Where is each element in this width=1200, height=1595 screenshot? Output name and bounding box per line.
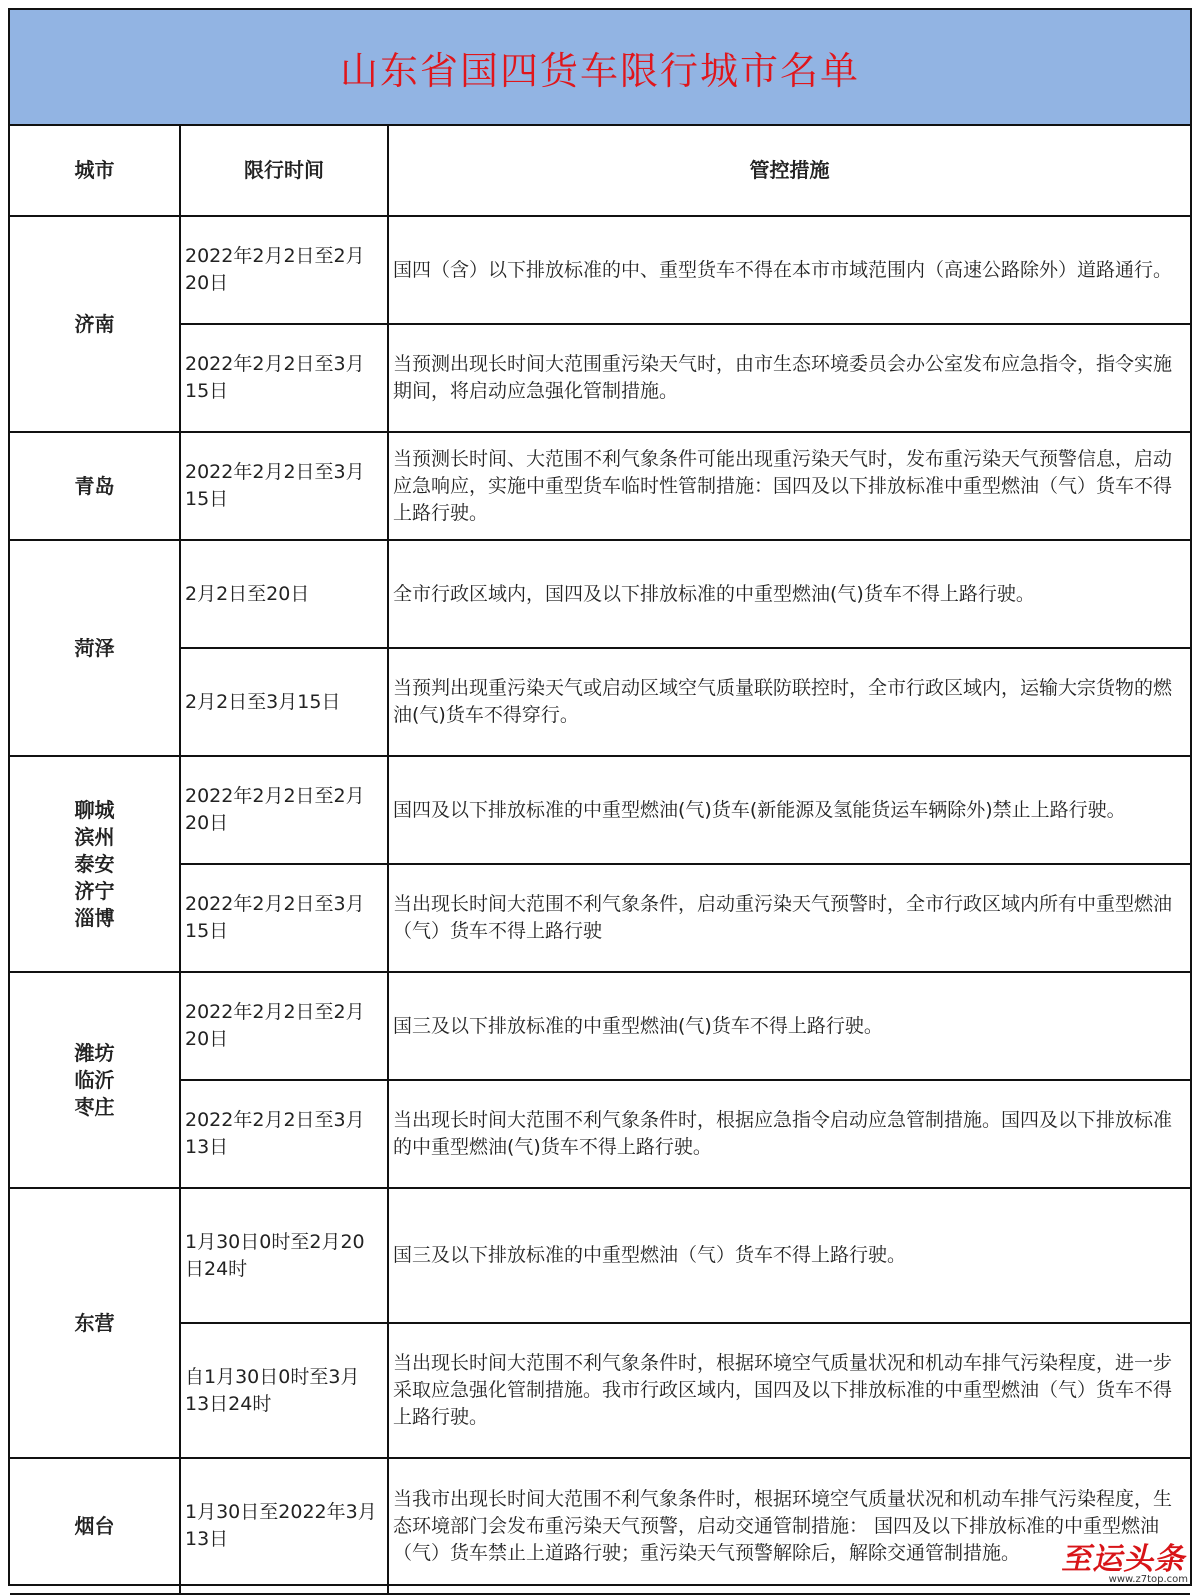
city-name: 菏泽 (74, 635, 115, 660)
page-title: 山东省国四货车限行城市名单 (339, 48, 860, 93)
measure-cell: 当出现长时间大范围不利气象条件时，根据应急指令启动应急管制措施。国四及以下排放标准的中重型燃油(气)货车不得上路行驶。 (388, 1080, 1190, 1188)
table-row (10, 864, 1190, 972)
time-cell: 2月2日至20日 (180, 540, 388, 648)
watermark-logo: 至运头条 (1059, 1542, 1191, 1577)
city-name: 济宁 (74, 878, 115, 903)
city-name: 潍坊 (74, 1040, 115, 1065)
measure-cell: 国四（含）以下排放标准的中、重型货车不得在本市市域范围内（高速公路除外）道路通行。 (388, 216, 1190, 324)
city-name: 滨州 (74, 824, 115, 849)
measure-cell: 当预测长时间、大范围不利气象条件可能出现重污染天气时，发布重污染天气预警信息，启动应急响应，实施中重型货车临时性管制措施：国四及以下排放标准中重型燃油（气）货车不得上路行驶。 (388, 432, 1190, 540)
measure-cell: 国三及以下排放标准的中重型燃油(气)货车不得上路行驶。 (388, 972, 1190, 1080)
measure-cell: 当预测出现长时间大范围重污染天气时，由市生态环境委员会办公室发布应急指令，指令实施期间，将启动应急强化管制措施。 (388, 324, 1190, 432)
time-cell: 2022年2月2日至2月20日 (180, 756, 388, 864)
table-row (10, 1323, 1190, 1458)
measure-cell: 当预判出现重污染天气或启动区域空气质量联防联控时，全市行政区域内，运输大宗货物的燃油(气)货车不得穿行。 (388, 648, 1190, 756)
time-cell: 2022年2月2日至3月15日 (180, 864, 388, 972)
header-city: 城市 (10, 126, 180, 216)
header-measure: 管控措施 (388, 126, 1190, 216)
city-cell (10, 540, 180, 756)
city-cell (10, 1458, 180, 1594)
city-name: 泰安 (74, 851, 115, 876)
table-row (10, 1458, 1190, 1594)
measure-cell: 全市行政区域内，国四及以下排放标准的中重型燃油(气)货车不得上路行驶。 (388, 540, 1190, 648)
restriction-table (10, 126, 1190, 1595)
watermark-url: www.z7top.com (1108, 1574, 1188, 1585)
city-name: 临沂 (74, 1067, 115, 1092)
time-cell: 2022年2月2日至3月15日 (180, 432, 388, 540)
table-row (10, 324, 1190, 432)
measure-cell: 当我市出现长时间大范围不利气象条件时，根据环境空气质量状况和机动车排气污染程度，生态环境部门会发布重污染天气预警，启动交通管制措施： 国四及以下排放标准的中重型燃油（气）货车禁止上道路行驶；重污染天气预警解除后，解除交通管制措施。 (388, 1458, 1190, 1594)
time-cell: 2022年2月2日至3月13日 (180, 1080, 388, 1188)
measure-cell: 国四及以下排放标准的中重型燃油(气)货车(新能源及氢能货运车辆除外)禁止上路行驶。 (388, 756, 1190, 864)
city-cell (10, 756, 180, 972)
city-name: 枣庄 (74, 1094, 115, 1119)
table-row (10, 648, 1190, 756)
header-row (10, 126, 1190, 216)
city-cell (10, 1188, 180, 1458)
city-cell (10, 432, 180, 540)
time-cell: 2022年2月2日至2月20日 (180, 216, 388, 324)
time-cell: 2022年2月2日至2月20日 (180, 972, 388, 1080)
city-cell (10, 216, 180, 432)
measure-cell: 当出现长时间大范围不利气象条件，启动重污染天气预警时，全市行政区域内所有中重型燃油（气）货车不得上路行驶 (388, 864, 1190, 972)
city-name: 聊城 (74, 797, 115, 822)
measure-cell: 当出现长时间大范围不利气象条件时，根据环境空气质量状况和机动车排气污染程度，进一步采取应急强化管制措施。我市行政区域内，国四及以下排放标准的中重型燃油（气）货车不得上路行驶。 (388, 1323, 1190, 1458)
table-row (10, 432, 1190, 540)
table-row (10, 756, 1190, 864)
time-cell: 1月30日0时至2月20日24时 (180, 1188, 388, 1323)
document-sheet (8, 8, 1192, 1586)
header-time: 限行时间 (180, 126, 388, 216)
table-row (10, 540, 1190, 648)
watermark (1059, 1534, 1191, 1585)
measure-cell: 国三及以下排放标准的中重型燃油（气）货车不得上路行驶。 (388, 1188, 1190, 1323)
table-row (10, 1080, 1190, 1188)
city-cell (10, 972, 180, 1188)
table-row (10, 972, 1190, 1080)
table-row (10, 216, 1190, 324)
title-banner (10, 10, 1190, 126)
table-row (10, 1188, 1190, 1323)
time-cell: 2月2日至3月15日 (180, 648, 388, 756)
city-name: 东营 (74, 1310, 115, 1335)
city-name: 济南 (74, 311, 115, 336)
time-cell: 自1月30日0时至3月13日24时 (180, 1323, 388, 1458)
city-name: 淄博 (74, 905, 115, 930)
time-cell: 2022年2月2日至3月15日 (180, 324, 388, 432)
time-cell: 1月30日至2022年3月13日 (180, 1458, 388, 1594)
city-name: 青岛 (74, 473, 115, 498)
city-name: 烟台 (74, 1513, 115, 1538)
